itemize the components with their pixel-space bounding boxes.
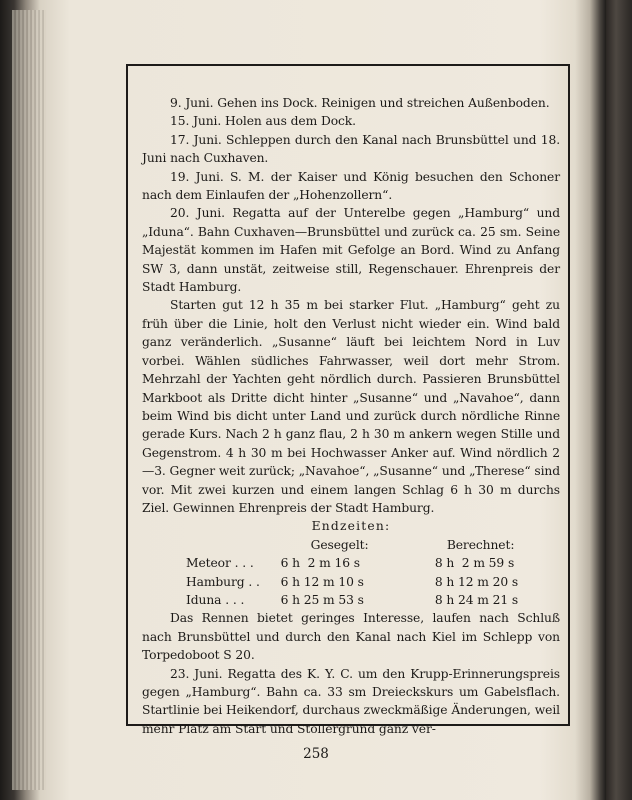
paragraph-race-report: Starten gut 12 h 35 m bei starker Flut. „Hamburg“ geht zu früh über die Linie, holt den Verlust nicht wieder ein. Wind bald ganz veränderlich. „Susanne“ läuft bei leichtem Nord in Luv vorbei. Wählen südliches Fahrwasser, weil dort mehr Strom. Mehrzahl der Yachten geht nördlich durch. Passieren Brunsbüttel Markboot als Dritte dicht hinter „Susanne“ und „Navahoe“, dann beim Wind bis dicht unter Land und zurück durch nördliche Rinne gerade Kurs. Nach 2 h ganz flau, 2 h 30 m ankern wegen Stille und Gegenstrom. 4 h 30 m bei Hochwasser Anker auf. Wind nördlich 2—3. Gegner weit zurück; „Navahoe“, „Susanne“ und „Therese“ sind vor. Mit zwei kurzen und einem langen Schlag 6 h 30 m durchs Ziel. Gewinnen Ehrenpreis der Stadt Hamburg. <box>142 298 560 515</box>
paragraph-9-juni: 9. Juni. Gehen ins Dock. Reinigen und streichen Außenboden. <box>170 96 550 110</box>
yacht-name: Iduna . . . <box>186 592 245 607</box>
page-edges-left <box>12 10 46 790</box>
table-row <box>142 591 560 609</box>
book-gutter-right <box>606 0 632 800</box>
yacht-name: Hamburg . . <box>186 574 260 589</box>
paragraph-23-juni: 23. Juni. Regatta des K. Y. C. um den Krupp-Erinnerungspreis gegen „Hamburg“. Bahn ca. 33 sm Dreieckskurs um Gabelsflach. Startlinie bei Heikendorf, durchaus zweckmäßige Änderungen, weil mehr Platz am Start und Stollergrund ganz ver- <box>142 666 560 736</box>
paragraph-19-juni: 19. Juni. S. M. der Kaiser und König besuchen den Schoner nach dem Einlaufen der „Hohenzollern“. <box>142 169 560 203</box>
column-header-calculated: Berechnet: <box>446 537 515 552</box>
paragraph-17-juni: 17. Juni. Schleppen durch den Kanal nach Brunsbüttel und 18. Juni nach Cuxhaven. <box>142 132 560 166</box>
time-calculated: 8 h 2 m 59 s <box>434 556 515 571</box>
time-calculated: 8 h 12 m 20 s <box>434 574 519 589</box>
time-sailed: 6 h 12 m 10 s <box>280 574 364 589</box>
page-number: 258 <box>303 746 329 762</box>
table-row <box>142 554 560 572</box>
time-calculated: 8 h 24 m 21 s <box>434 592 519 607</box>
column-header-sailed: Gesegelt: <box>310 537 369 552</box>
paragraph-20-juni: 20. Juni. Regatta auf der Unterelbe gegen „Hamburg“ und „Iduna“. Bahn Cuxhaven—Brunsbüttel und zurück ca. 25 sm. Seine Majestät kommen im Hafen mit Gefolge an Bord. Wind zu Anfang SW 3, dann unstät, zeitweise still, Regenschauer. Ehrenpreis der Stadt Hamburg. <box>142 206 560 295</box>
paragraph-rennen: Das Rennen bietet geringes Interesse, laufen nach Schluß nach Brunsbüttel und durch den Kanal nach Kiel im Schlepp von Torpedoboot S 20. <box>142 611 560 663</box>
yacht-name: Meteor . . . <box>186 556 254 571</box>
table-row <box>142 573 560 591</box>
endzeiten-header-row <box>142 536 560 554</box>
endzeiten-table <box>142 536 560 610</box>
time-sailed: 6 h 25 m 53 s <box>280 592 364 607</box>
time-sailed: 6 h 2 m 16 s <box>280 556 360 571</box>
paragraph-15-juni: 15. Juni. Holen aus dem Dock. <box>170 114 356 129</box>
endzeiten-heading: Endzeiten: <box>311 519 391 534</box>
page-text <box>142 94 560 738</box>
